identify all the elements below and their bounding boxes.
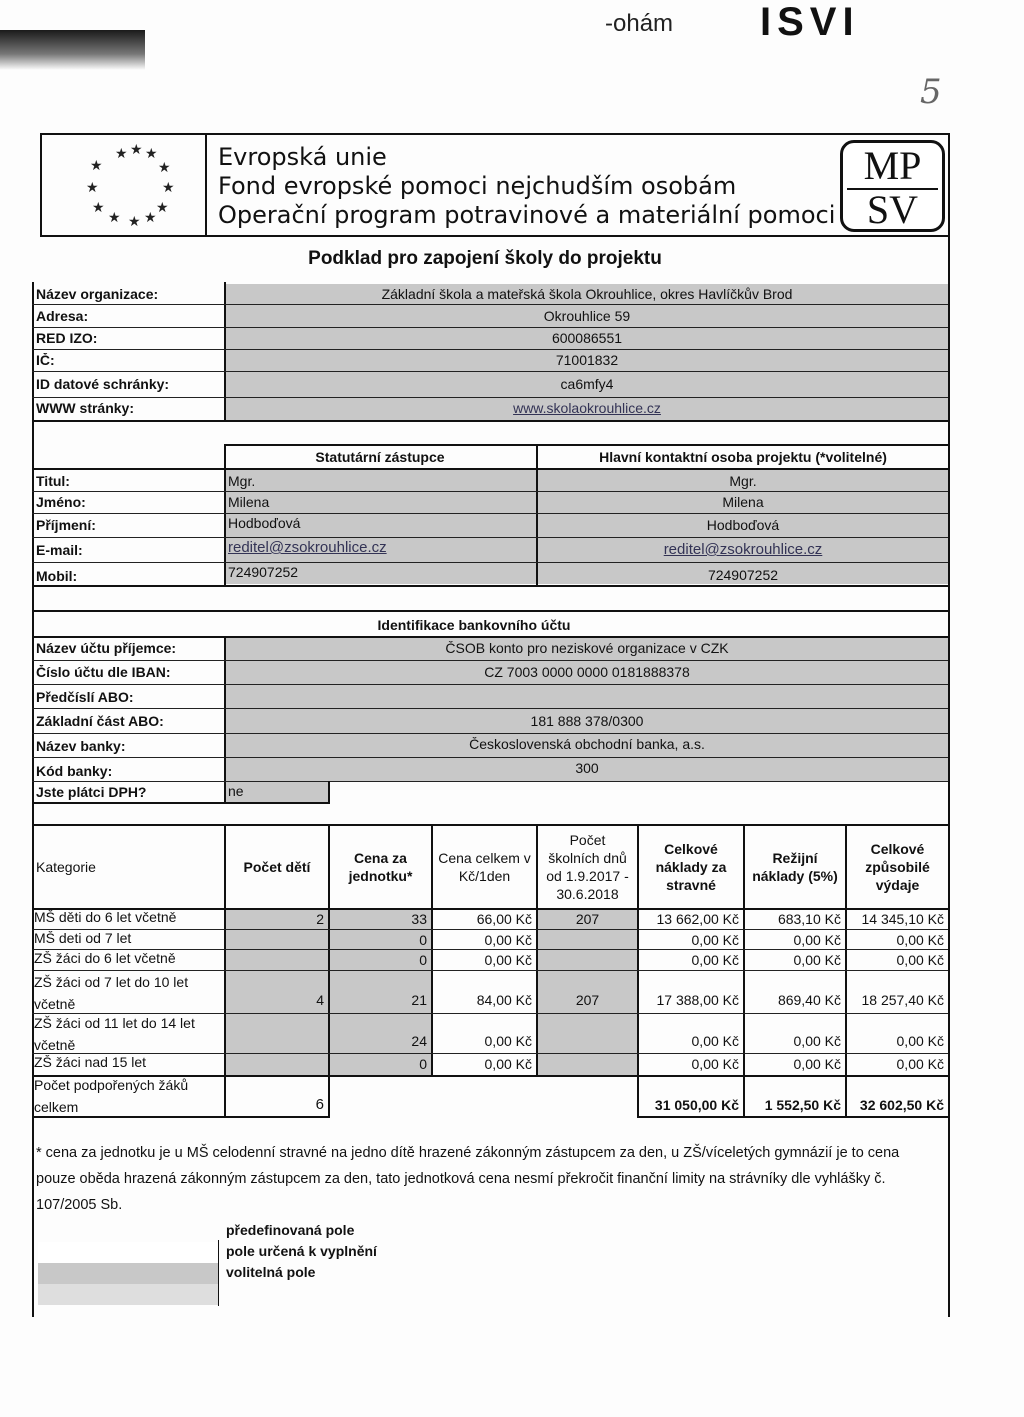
statutory-surname: Hodboďová xyxy=(228,516,301,531)
cost-row-0-eligible: 14 345,10 Kč xyxy=(861,912,944,927)
th-unit-price: Cena za jednotku* xyxy=(348,849,413,884)
svg-text:★: ★ xyxy=(158,160,171,176)
cost-row-1-total: 0,00 Kč xyxy=(691,933,739,948)
contact-firstname: Milena xyxy=(722,495,764,510)
th-eligible: Celkové způsobilé výdaje xyxy=(865,840,930,894)
org-label-address: Adresa: xyxy=(36,309,89,324)
cost-row-3-unit: 21 xyxy=(411,993,427,1008)
svg-text:★: ★ xyxy=(144,210,157,226)
legend-optional: volitelná pole xyxy=(226,1264,316,1280)
contact-mobile: 724907252 xyxy=(707,568,779,583)
org-label-www: WWW stránky: xyxy=(36,401,134,416)
org-label-databox: ID datové schránky: xyxy=(36,377,170,392)
org-label-redizo: RED IZO: xyxy=(36,331,98,346)
statutory-email[interactable] xyxy=(228,540,534,557)
form-left-border xyxy=(32,282,34,1317)
org-value-redizo: 600086551 xyxy=(551,331,623,346)
cost-row-4-perday: 0,00 Kč xyxy=(484,1034,532,1049)
cost-row-4-total: 0,00 Kč xyxy=(691,1034,739,1049)
svg-text:★: ★ xyxy=(115,146,128,162)
legend-to-fill: pole určená k vyplnění xyxy=(226,1243,377,1259)
contact-title: Mgr. xyxy=(729,474,757,489)
svg-text:★: ★ xyxy=(92,200,105,216)
cost-row-1-category: MŠ deti od 7 let xyxy=(34,931,132,946)
cost-row-2-unit: 0 xyxy=(419,953,427,968)
org-label-ic: IČ: xyxy=(36,353,55,368)
bank-label-iban: Číslo účtu dle IBAN: xyxy=(36,665,171,680)
cost-total-category: Počet podpořených žáků celkem xyxy=(34,1077,189,1115)
cost-row-1-perday: 0,00 Kč xyxy=(484,933,532,948)
statutory-title: Mgr. xyxy=(228,474,256,489)
th-school-days: Počet školních dnů od 1.9.2017 - 30.6.2018 xyxy=(546,831,629,903)
bank-value-account-name: ČSOB konto pro neziskové organizace v CZK xyxy=(445,641,729,656)
contact-email[interactable] xyxy=(538,542,948,559)
bank-title: Identifikace bankovního účtu xyxy=(377,616,571,633)
cost-total-eligible: 32 602,50 Kč xyxy=(859,1098,944,1113)
cost-row-4-eligible: 0,00 Kč xyxy=(896,1034,944,1049)
cost-row-1-eligible: 0,00 Kč xyxy=(896,933,944,948)
bank-label-bank-code: Kód banky: xyxy=(36,764,113,779)
th-category: Kategorie xyxy=(36,858,96,875)
svg-text:★: ★ xyxy=(90,158,103,174)
legend-swatch-predefined xyxy=(38,1242,218,1263)
eu-flag-stars xyxy=(70,140,190,230)
header-divider xyxy=(205,133,207,237)
cost-total-overhead: 1 552,50 Kč xyxy=(764,1098,841,1113)
svg-text:★: ★ xyxy=(145,146,158,162)
cost-row-5-total: 0,00 Kč xyxy=(691,1057,739,1072)
org-value-www[interactable] xyxy=(226,401,948,416)
bank-value-bank-name: Československá obchodní banka, a.s. xyxy=(469,737,705,752)
cost-row-2-overhead: 0,00 Kč xyxy=(793,953,841,968)
cost-row-2-perday: 0,00 Kč xyxy=(484,953,532,968)
mpsv-logo-top: MP xyxy=(863,143,922,188)
eu-line-1: Evropská unie xyxy=(218,143,387,171)
contact-label-email: E-mail: xyxy=(36,543,83,558)
scan-top-fragment-2: ISVI xyxy=(760,0,860,44)
legend-swatch-optional xyxy=(38,1284,218,1305)
cost-row-3-days: 207 xyxy=(575,993,600,1008)
cost-row-3-overhead: 869,40 Kč xyxy=(777,993,841,1008)
cost-row-5-category: ZŠ žáci nad 15 let xyxy=(34,1055,147,1070)
contact-label-mobile: Mobil: xyxy=(36,569,78,584)
bank-value-bank-code: 300 xyxy=(575,761,599,776)
cost-row-2-category: ZŠ žáci do 6 let včetně xyxy=(34,951,176,966)
cost-total-children: 6 xyxy=(315,1097,324,1113)
cost-row-4-unit: 24 xyxy=(411,1034,427,1049)
contact-label-surname: Příjmení: xyxy=(36,518,96,533)
cost-row-3-category: ZŠ žáci od 7 let do 10 let včetně xyxy=(34,974,189,1012)
cost-row-0-overhead: 683,10 Kč xyxy=(777,912,841,927)
statutory-mobile: 724907252 xyxy=(228,565,299,580)
org-value-address: Okrouhlice 59 xyxy=(543,309,631,324)
footnote: * cena za jednotku je u MŠ celodenní stravné na jedno dítě hrazené zákonným zástupcem za den, u ZŠ/víceletých gymnázií je to cena pouze oběda hrazená zákonným zástupcem za den, tato jednotková cena nesmí překročit finanční limity na strávníky dle vyhlášky č. 107/2005 Sb. xyxy=(36,1145,900,1213)
eu-line-2: Fond evropské pomoci nejchudším osobám xyxy=(218,172,737,200)
cost-row-3-total: 17 388,00 Kč xyxy=(656,993,739,1008)
cost-row-0-unit: 33 xyxy=(411,912,427,927)
cost-row-0-category: MŠ děti do 6 let včetně xyxy=(34,910,177,925)
cost-row-5-eligible: 0,00 Kč xyxy=(896,1057,944,1072)
th-price-per-day: Cena celkem v Kč/1den xyxy=(438,849,531,884)
svg-text:★: ★ xyxy=(156,200,169,216)
svg-text:★: ★ xyxy=(86,180,99,196)
scan-top-fragment: -ohám xyxy=(605,10,674,37)
cost-row-4-overhead: 0,00 Kč xyxy=(793,1034,841,1049)
svg-text:★: ★ xyxy=(108,210,121,226)
cost-row-3-children: 4 xyxy=(316,993,324,1008)
svg-text:★: ★ xyxy=(128,214,141,230)
cost-row-5-overhead: 0,00 Kč xyxy=(793,1057,841,1072)
contact-label-firstname: Jméno: xyxy=(36,495,86,510)
th-total-meals: Celkové náklady za stravné xyxy=(655,840,727,894)
www-link[interactable]: www.skolaokrouhlice.cz xyxy=(513,401,661,416)
bank-label-account-name: Název účtu příjemce: xyxy=(36,641,177,656)
form-title: Podklad pro zapojení školy do projektu xyxy=(308,248,662,269)
legend-swatch-fill xyxy=(38,1263,218,1284)
page-number: 5 xyxy=(920,72,942,112)
svg-text:★: ★ xyxy=(162,180,175,196)
cost-row-5-perday: 0,00 Kč xyxy=(484,1057,532,1072)
mpsv-logo-bottom: SV xyxy=(866,187,919,232)
cost-row-3-eligible: 18 257,40 Kč xyxy=(861,993,944,1008)
bank-label-abo-prefix: Předčíslí ABO: xyxy=(36,690,134,705)
contacts-header-contact: Hlavní kontaktní osoba projektu (*volitelné) xyxy=(599,448,887,465)
cost-row-2-total: 0,00 Kč xyxy=(691,953,739,968)
bank-label-vat: Jste plátci DPH? xyxy=(36,785,147,800)
org-label-name: Název organizace: xyxy=(36,287,159,302)
contact-email-link[interactable]: reditel@zsokrouhlice.cz xyxy=(663,542,823,558)
cost-row-1-overhead: 0,00 Kč xyxy=(793,933,841,948)
cost-row-4-category: ZŠ žáci od 11 let do 14 let včetně xyxy=(34,1015,195,1053)
org-value-databox: ca6mfy4 xyxy=(560,377,614,392)
svg-text:★: ★ xyxy=(130,142,143,158)
org-value-name: Základní škola a mateřská škola Okrouhlice, okres Havlíčkův Brod xyxy=(381,287,793,302)
statutory-firstname: Milena xyxy=(228,495,270,510)
bank-value-abo-base: 181 888 378/0300 xyxy=(530,714,644,729)
legend-predefined: předefinovaná pole xyxy=(226,1222,355,1238)
cost-total-meals: 31 050,00 Kč xyxy=(654,1098,739,1113)
scan-edge-shadow xyxy=(0,30,145,70)
mpsv-logo xyxy=(840,140,945,232)
cost-row-3-perday: 84,00 Kč xyxy=(476,993,532,1008)
cost-row-0-total: 13 662,00 Kč xyxy=(656,912,739,927)
org-value-ic: 71001832 xyxy=(555,353,619,368)
cost-row-0-days: 207 xyxy=(575,912,600,927)
contacts-header-statutory: Statutární zástupce xyxy=(315,448,445,465)
bank-label-bank-name: Název banky: xyxy=(36,739,126,754)
th-children: Počet dětí xyxy=(243,858,311,875)
contact-label-title: Titul: xyxy=(36,474,70,489)
cost-row-0-perday: 66,00 Kč xyxy=(476,912,532,927)
cost-row-1-unit: 0 xyxy=(419,933,427,948)
th-overhead: Režijní náklady (5%) xyxy=(752,849,838,884)
bank-value-vat: ne xyxy=(228,784,244,799)
bank-label-abo-base: Základní část ABO: xyxy=(36,714,164,729)
cost-row-2-eligible: 0,00 Kč xyxy=(896,953,944,968)
cost-row-5-unit: 0 xyxy=(419,1057,427,1072)
form-right-border xyxy=(948,237,950,1317)
cost-row-0-children: 2 xyxy=(316,912,324,927)
contact-surname: Hodboďová xyxy=(706,518,780,533)
bank-value-iban: CZ 7003 0000 0000 0181888378 xyxy=(484,665,690,680)
eu-line-3: Operační program potravinové a materiální pomoci xyxy=(218,201,836,229)
statutory-email-link[interactable]: reditel@zsokrouhlice.cz xyxy=(228,540,387,556)
